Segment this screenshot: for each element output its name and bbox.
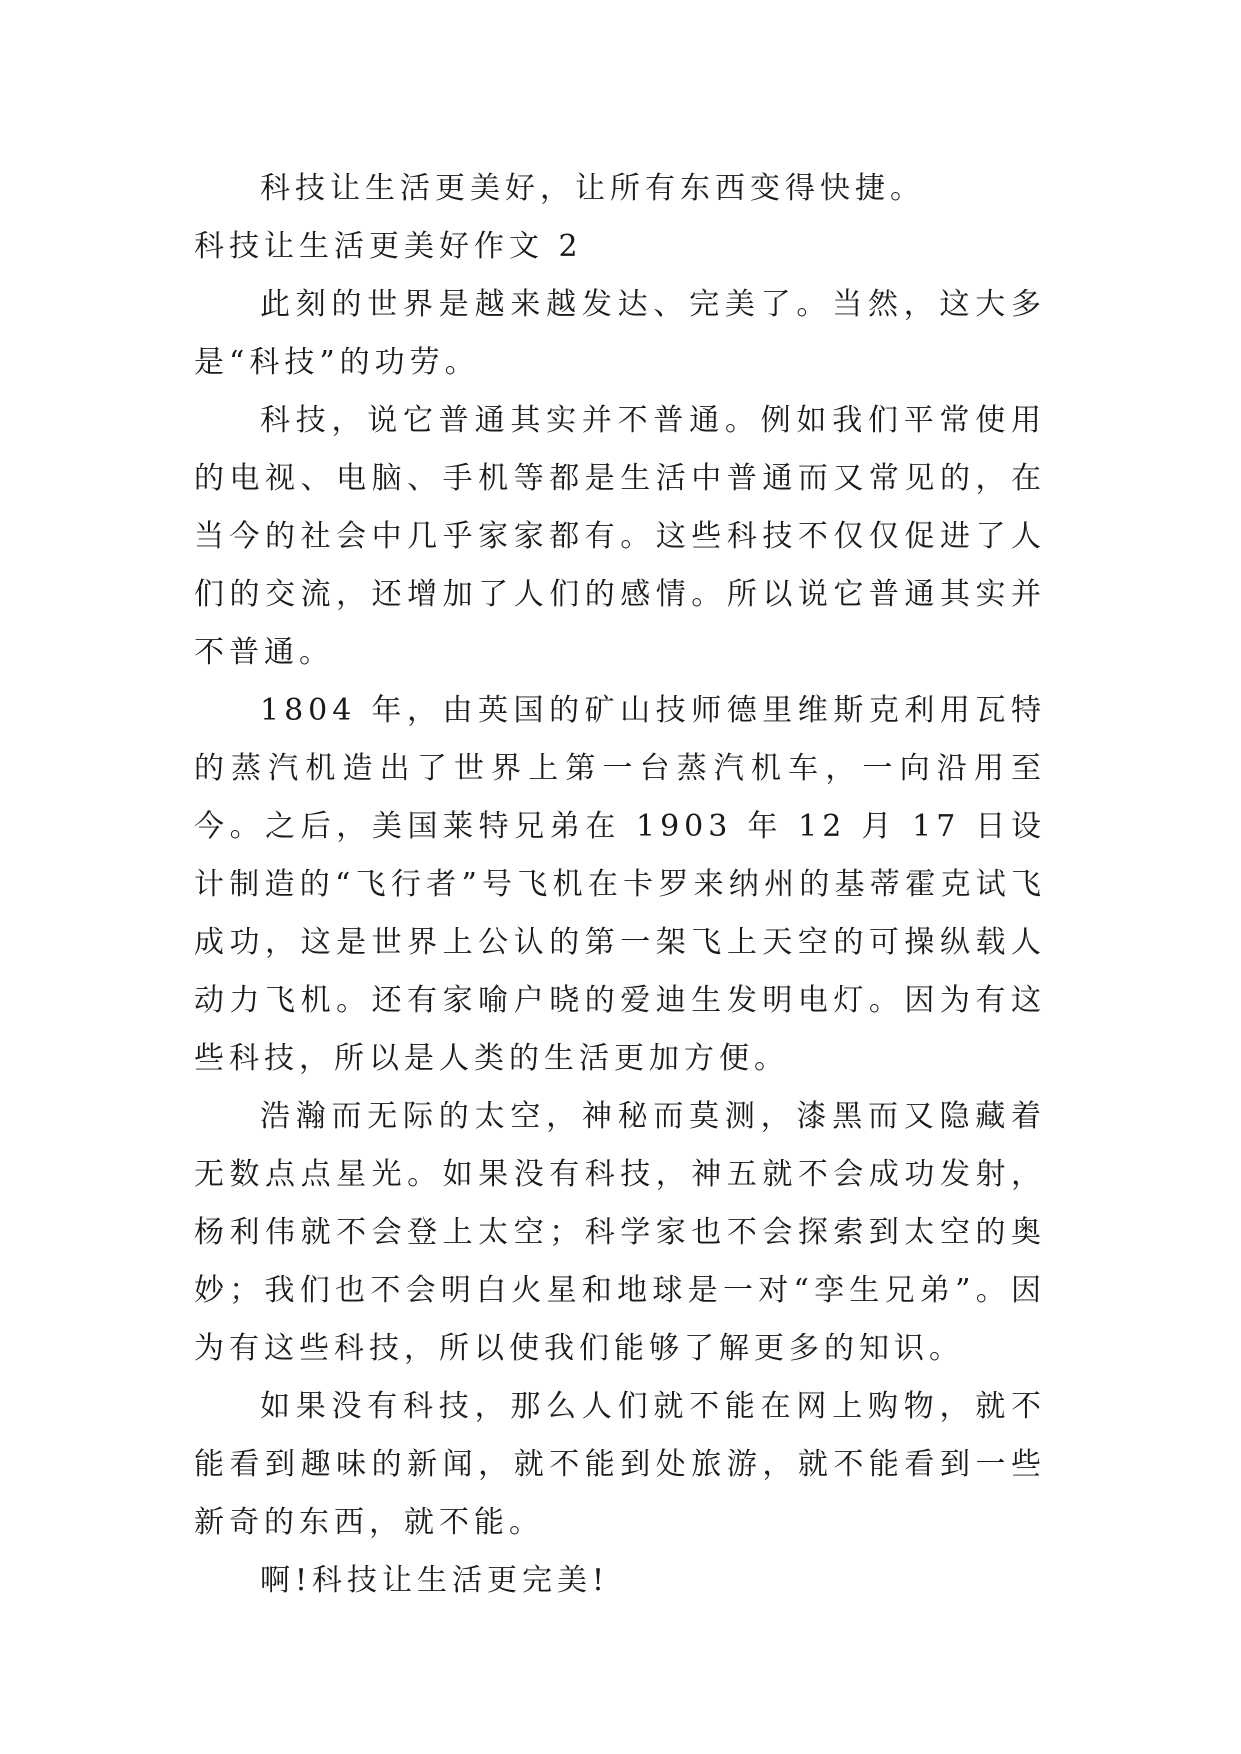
paragraph-4: 浩瀚而无际的太空，神秘而莫测，漆黑而又隐藏着无数点点星光。如果没有科技，神五就不会成功发射，杨利伟就不会登上太空；科学家也不会探索到太空的奥妙；我们也不会明白火星和地球是一对“孪生兄弟”。因为有这些科技，所以使我们能够了解更多的知识。 (194, 1099, 1046, 1366)
paragraph-2: 科技，说它普通其实并不普通。例如我们平常使用的电视、电脑、手机等都是生活中普通而又常见的，在当今的社会中几乎家家都有。这些科技不仅仅促进了人们的交流，还增加了人们的感情。所以说它普通其实并不普通。 (194, 403, 1046, 670)
paragraph-3: 1804 年，由英国的矿山技师德里维斯克利用瓦特的蒸汽机造出了世界上第一台蒸汽机车，一向沿用至今。之后，美国莱特兄弟在 1903 年 12 月 17 日设计制造的“飞行者”号飞机在卡罗来纳州的基蒂霍克试飞成功，这是世界上公认的第一架飞上天空的可操纵载人动力飞机。还有家喻户晓的爱迪生发明电灯。因为有这些科技，所以是人类的生活更加方便。 (194, 693, 1046, 1076)
paragraph-intro: 科技让生活更美好，让所有东西变得快捷。 (260, 171, 925, 206)
paragraph-5: 如果没有科技，那么人们就不能在网上购物，就不能看到趣味的新闻，就不能到处旅游，就不能看到一些新奇的东西，就不能。 (194, 1389, 1046, 1540)
paragraph-1: 此刻的世界是越来越发达、完美了。当然，这大多是“科技”的功劳。 (194, 287, 1046, 380)
document-body (194, 160, 1046, 1610)
essay-heading: 科技让生活更美好作文 2 (194, 229, 583, 264)
paragraph-closing: 啊!科技让生活更完美! (260, 1563, 610, 1598)
